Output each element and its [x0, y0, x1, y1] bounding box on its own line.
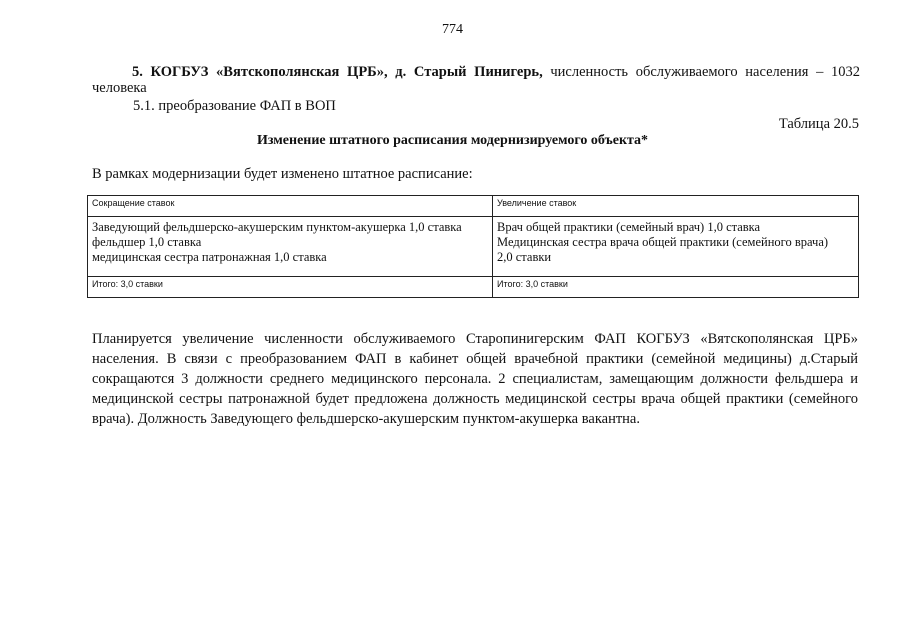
increase-line: Врач общей практики (семейный врач) 1,0 ставка [497, 220, 761, 234]
section-heading [92, 64, 860, 96]
increase-line: 2,0 ставки [497, 250, 552, 264]
reduction-line: фельдшер 1,0 ставка [92, 235, 202, 249]
total-increase: Итого: 3,0 ставки [493, 277, 859, 298]
organization-name: КОГБУЗ «Вятскополянская ЦРБ», д. Старый Пинигерь, [150, 64, 543, 80]
total-reduction: Итого: 3,0 ставки [88, 277, 493, 298]
table-total-row [88, 277, 859, 298]
staff-table [87, 195, 859, 298]
increase-cell [493, 217, 859, 277]
header-reduction: Сокращение ставок [88, 196, 493, 217]
population-text: численность обслуживаемого населения – 1032 человека [92, 64, 860, 96]
reduction-cell [88, 217, 493, 277]
subsection-heading: 5.1. преобразование ФАП в ВОП [133, 98, 336, 114]
table-header-row [88, 196, 859, 217]
page-number: 774 [442, 22, 463, 37]
body-paragraph: Планируется увеличение численности обслуживаемого Старопинигерским ФАП КОГБУЗ «Вятскополянская ЦРБ» населения. В связи с преобразованием ФАП в кабинет общей врачебной практики (семейной медицины) д.Старый сокращаются 3 должности среднего медицинского персонала. 2 специалистам, замещающим должности фельдшера и медицинской сестры патронажной будет предложена должность медицинской сестры врача общей практики (семейного врача). Должность Заведующего фельдшерско-акушерским пунктом-акушерка вакантна. [92, 331, 858, 427]
reduction-line: медицинская сестра патронажная 1,0 ставка [92, 250, 327, 264]
section-number: 5. [132, 64, 143, 80]
table-title: Изменение штатного расписания модернизируемого объекта* [256, 133, 649, 148]
table-label: Таблица 20.5 [778, 116, 859, 132]
reduction-line: Заведующий фельдшерско-акушерским пунктом-акушерка 1,0 ставка [92, 220, 462, 234]
increase-line: Медицинская сестра врача общей практики (семейного врача) [497, 235, 829, 249]
header-increase: Увеличение ставок [493, 196, 859, 217]
intro-text: В рамках модернизации будет изменено штатное расписание: [92, 166, 473, 182]
table-row [88, 217, 859, 277]
